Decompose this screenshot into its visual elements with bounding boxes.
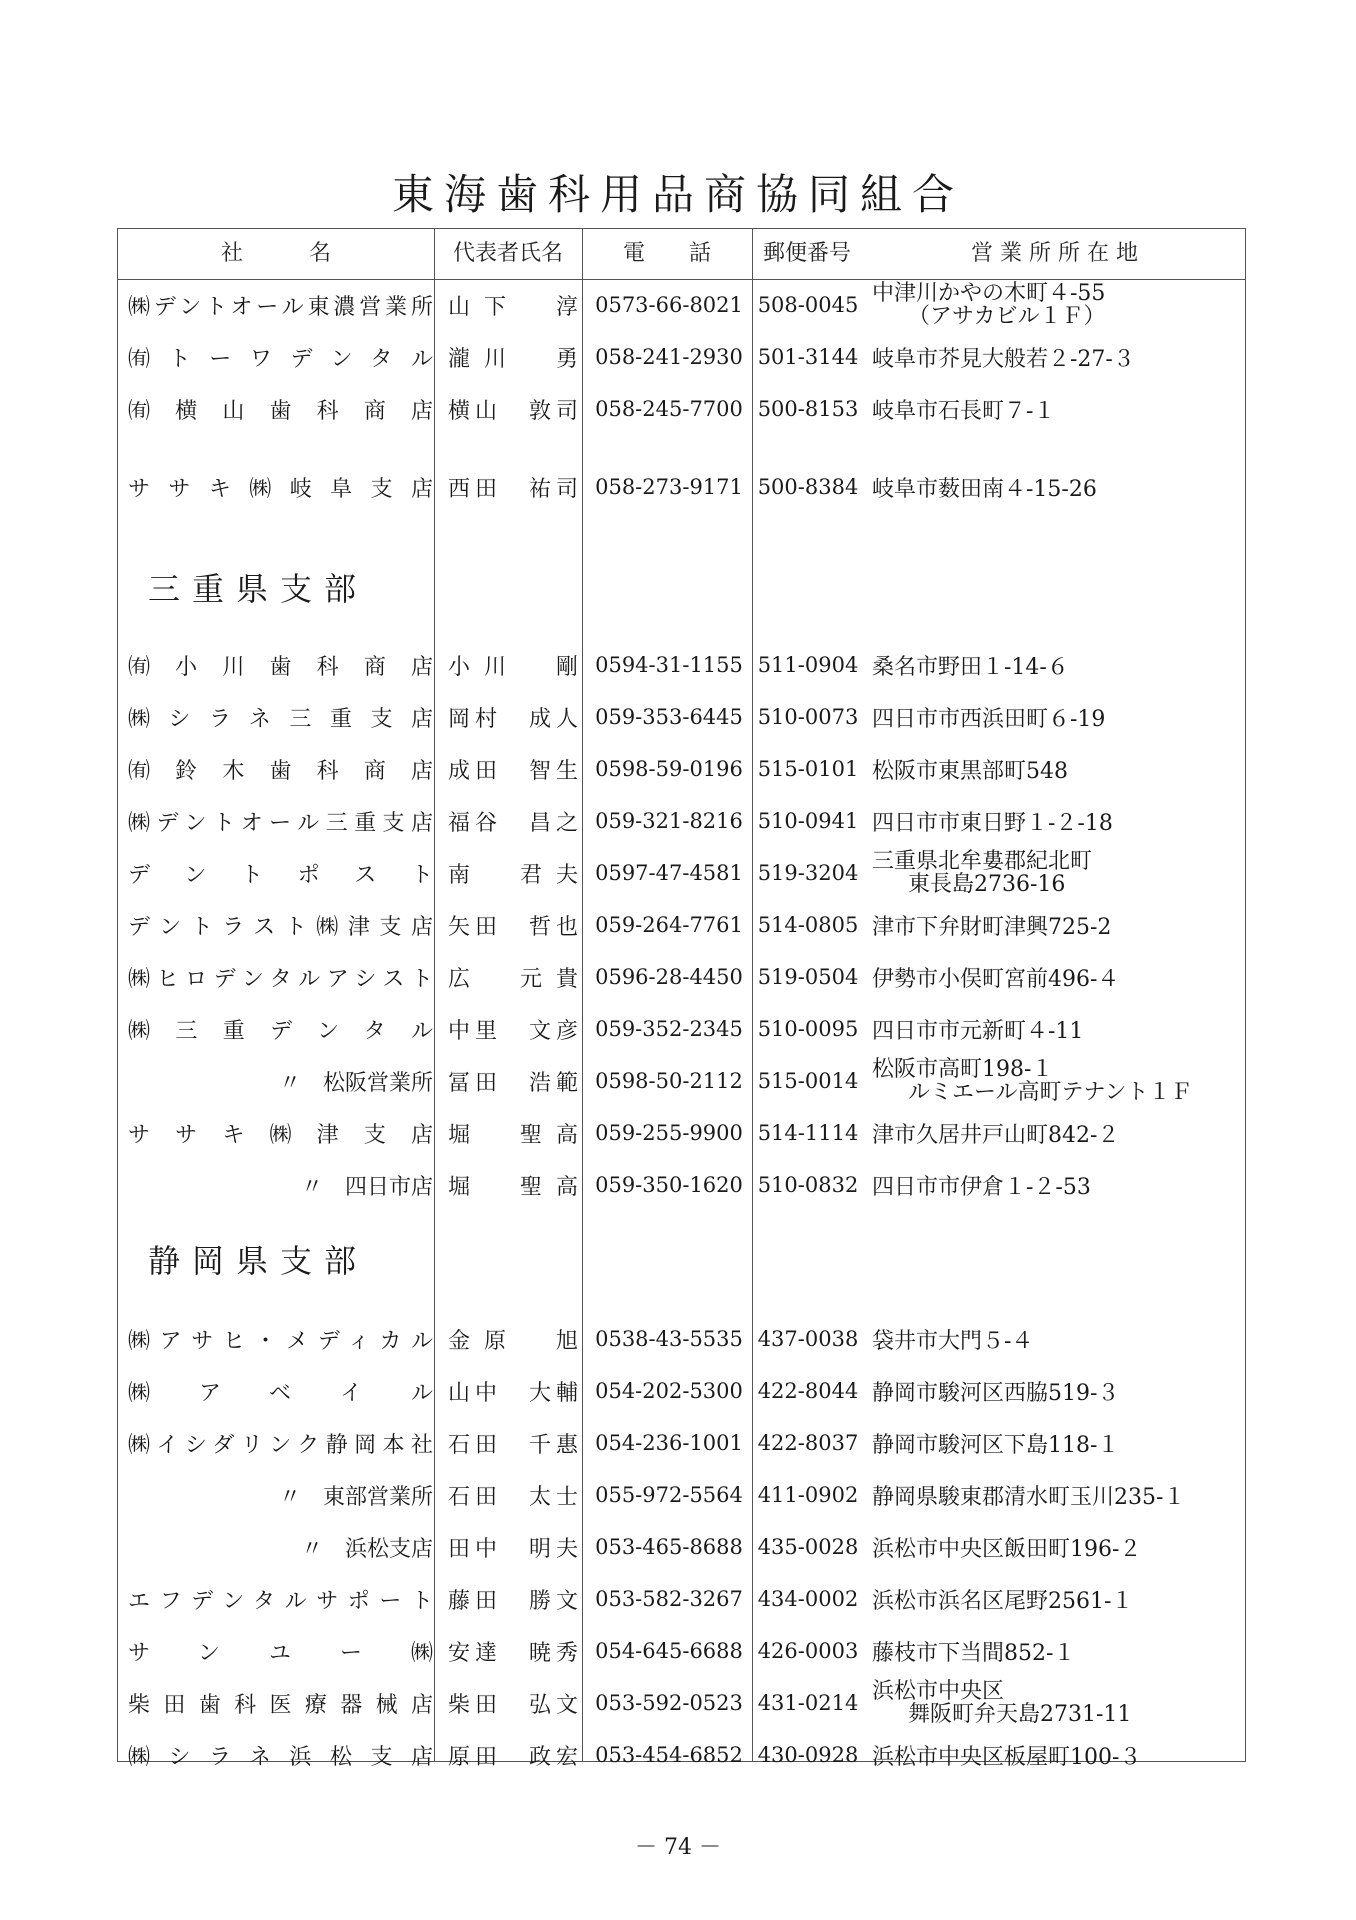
representative [448,1469,578,1521]
address-line-2: 舞阪町弁天島2731-11 [908,1702,1132,1727]
postal-code: 514-0805 [758,913,858,937]
address [872,1677,1242,1729]
company-name [128,1469,433,1521]
header-postal-code: 郵便番号 [762,241,851,266]
company-name-text: 〃 松阪営業所 [278,1070,433,1096]
address-line-1: 桑名市野田１-14-６ [872,654,1069,680]
address [872,691,1242,743]
representative-text: 原田 政宏 [448,1744,578,1770]
company-name [128,691,433,743]
representative-text: 瀧川 勇 [448,346,578,372]
company-name [128,1417,433,1469]
representative-text: 山下 淳 [448,294,578,320]
representative-text: 岡村 成人 [448,706,578,732]
address-line-1: 四日市市西浜田町６-19 [872,706,1106,732]
address [872,899,1242,951]
address-line-2: ルミエール高町テナント１Ｆ [908,1080,1193,1105]
address-line-1: 中津川かやの木町４-55 [872,281,1106,306]
company-name [128,743,433,795]
representative-text: 小川 剛 [448,654,578,680]
postal-code: 514-1114 [758,1121,858,1145]
address-line-1: 伊勢市小俣町宮前496-４ [872,966,1120,992]
postal-code: 437-0038 [758,1327,858,1351]
address-line-1: 静岡県駿東郡清水町玉川235-１ [872,1484,1186,1510]
postal-code: 519-3204 [758,861,858,885]
table-row [118,1159,1247,1211]
postal-code: 501-3144 [758,345,858,369]
postal-code: 426-0003 [758,1639,858,1663]
postal-code: 430-0928 [758,1743,858,1767]
address-line-1: 四日市市元新町４-11 [872,1018,1084,1044]
postal-code: 510-0095 [758,1017,858,1041]
section-heading-mie: 三重県支部 [148,570,369,608]
address-line-1: 静岡市駿河区西脇519-３ [872,1380,1120,1406]
phone-number: 053-582-3267 [595,1587,743,1611]
address-line-2: 東長島2736-16 [908,872,1066,897]
representative-text: 堀 聖高 [448,1174,578,1200]
phone-number: 055-972-5564 [595,1483,743,1507]
phone-number: 054-202-5300 [595,1379,743,1403]
address-line-1: 岐阜市芥見大般若２-27-３ [872,346,1135,372]
address-line-1: 浜松市中央区 [872,1679,1005,1704]
representative-text: 中里 文彦 [448,1018,578,1044]
representative-text: 柴田 弘文 [448,1692,578,1718]
table-row [118,899,1247,951]
address [872,1313,1242,1365]
address-line-1: 浜松市浜名区尾野2561-１ [872,1588,1134,1614]
company-name-text: デントラスト㈱津支店 [128,914,433,940]
phone-number: 059-255-9900 [595,1121,743,1145]
address [872,951,1242,1003]
phone-number: 058-241-2930 [595,345,743,369]
phone-number: 053-592-0523 [595,1691,743,1715]
company-name [128,1625,433,1677]
address-line-1: 松阪市高町198-１ [872,1057,1054,1082]
phone-number: 059-350-1620 [595,1173,743,1197]
representative-text: 横山 敦司 [448,398,578,424]
address-lines [872,1058,1192,1104]
address [872,383,1242,435]
company-name-text: 柴田歯科医療器械店 [128,1692,433,1718]
address [872,1417,1242,1469]
company-name [128,1107,433,1159]
representative [448,279,578,331]
phone-number: 059-352-2345 [595,1017,743,1041]
phone-number: 058-273-9171 [595,475,743,499]
representative-text: 福谷 昌之 [448,810,578,836]
address [872,1469,1242,1521]
company-name-text: ㈱シラネ三重支店 [128,706,433,732]
representative [448,1677,578,1729]
postal-code: 519-0504 [758,965,858,989]
representative-text: 堀 聖高 [448,1122,578,1148]
company-name-text: ㈲小川歯科商店 [128,654,433,680]
table-row [118,1625,1247,1677]
postal-code: 434-0002 [758,1587,858,1611]
company-name-text: ササキ㈱岐阜支店 [128,476,433,502]
representative [448,1521,578,1573]
company-name [128,1159,433,1211]
company-name-text: ㈲トーワデンタル [128,346,433,372]
company-name-text: ㈱デントオール東濃営業所 [128,294,433,320]
company-name-text: エフデンタルサポート [128,1588,433,1614]
table-row [118,1107,1247,1159]
representative [448,1107,578,1159]
company-name [128,639,433,691]
member-directory-table [117,228,1246,1770]
table-row [118,1729,1247,1781]
company-name-text: 〃 四日市店 [300,1174,433,1200]
table-row [118,1055,1247,1107]
company-name-text: デントポスト [128,862,433,888]
address-line-1: 津市久居井戸山町842-２ [872,1122,1120,1148]
page-title: 東海歯科用品商協同組合 [391,170,964,219]
company-name-text: ㈲横山歯科商店 [128,398,433,424]
representative [448,1729,578,1781]
postal-code: 515-0014 [758,1069,858,1093]
representative [448,1159,578,1211]
address-line-1: 松阪市東黒部町548 [872,758,1068,784]
company-name-text: 〃 浜松支店 [300,1536,433,1562]
company-name-text: ササキ㈱津支店 [128,1122,433,1148]
company-name [128,1003,433,1055]
representative [448,383,578,435]
representative-text: 矢田 哲也 [448,914,578,940]
address-line-1: 津市下弁財町津興725-2 [872,914,1112,940]
representative [448,795,578,847]
company-name [128,1677,433,1729]
company-name [128,461,433,513]
postal-code: 510-0073 [758,705,858,729]
postal-code: 500-8153 [758,397,858,421]
company-name-text: ㈱アベイル [128,1380,433,1406]
company-name [128,1573,433,1625]
company-name-text: ㈲鈴木歯科商店 [128,758,433,784]
table-row [118,1003,1247,1055]
address-line-1: 袋井市大門５-４ [872,1328,1034,1354]
header-phone: 電 話 [622,241,711,266]
postal-code: 422-8037 [758,1431,858,1455]
representative [448,1365,578,1417]
phone-number: 059-264-7761 [595,913,743,937]
representative [448,331,578,383]
address [872,1003,1242,1055]
representative-text: 成田 智生 [448,758,578,784]
address [872,1055,1242,1107]
company-name [128,331,433,383]
phone-number: 059-321-8216 [595,809,743,833]
representative [448,1573,578,1625]
company-name-text: ㈱デントオール三重支店 [128,810,433,836]
header-representative: 代表者氏名 [452,241,563,266]
table-row [118,279,1247,331]
address-line-1: 四日市市東日野１-２-18 [872,810,1113,836]
representative-text: 山中 大輔 [448,1380,578,1406]
table-row [118,1573,1247,1625]
company-name-text: 〃 東部営業所 [278,1484,433,1510]
representative-text: 南 君夫 [448,862,578,888]
representative-text: 西田 祐司 [448,476,578,502]
company-name-text: ㈱シラネ浜松支店 [128,1744,433,1770]
representative [448,1055,578,1107]
phone-number: 0538-43-5535 [595,1327,743,1351]
address [872,1159,1242,1211]
address [872,1107,1242,1159]
representative [448,1313,578,1365]
phone-number: 0594-31-1155 [595,653,743,677]
header-address: 営 業 所 所 在 地 [971,241,1138,266]
representative [448,951,578,1003]
address-lines [872,282,1106,328]
representative-text: 金原 旭 [448,1328,578,1354]
table-row [118,1313,1247,1365]
phone-number: 0598-59-0196 [595,757,743,781]
address-line-1: 三重県北牟婁郡紀北町 [872,849,1093,874]
representative-text: 安達 暁秀 [448,1640,578,1666]
representative [448,691,578,743]
table-row [118,331,1247,383]
company-name [128,795,433,847]
table-row [118,795,1247,847]
page-number: － 74 － [635,1835,721,1860]
postal-code: 431-0214 [758,1691,858,1715]
address-line-1: 藤枝市下当間852-１ [872,1640,1076,1666]
representative-text: 冨田 浩範 [448,1070,578,1096]
address [872,1625,1242,1677]
postal-code: 515-0101 [758,757,858,781]
table-row [118,1365,1247,1417]
phone-number: 0598-50-2112 [595,1069,743,1093]
address-lines [872,850,1092,896]
section-heading-shizuoka: 静岡県支部 [148,1242,369,1280]
company-name [128,1521,433,1573]
postal-code: 422-8044 [758,1379,858,1403]
company-name [128,1313,433,1365]
company-name [128,1365,433,1417]
company-name [128,951,433,1003]
representative [448,1625,578,1677]
address [872,1521,1242,1573]
address-line-1: 岐阜市薮田南４-15-26 [872,476,1097,502]
address-line-2: （アサカビル１Ｆ） [908,304,1106,329]
address [872,847,1242,899]
postal-code: 435-0028 [758,1535,858,1559]
address [872,279,1242,331]
table-row [118,847,1247,899]
representative [448,1003,578,1055]
address [872,1573,1242,1625]
phone-number: 0597-47-4581 [595,861,743,885]
company-name-text: ㈱アサヒ・メディカル [128,1328,433,1354]
table-row [118,461,1247,513]
postal-code: 508-0045 [758,293,858,317]
company-name-text: ㈱イシダリンク静岡本社 [128,1432,433,1458]
company-name [128,279,433,331]
address [872,743,1242,795]
phone-number: 0573-66-8021 [595,293,743,317]
address-line-1: 浜松市中央区板屋町100-３ [872,1744,1142,1770]
phone-number: 059-353-6445 [595,705,743,729]
phone-number: 053-465-8688 [595,1535,743,1559]
address-line-1: 浜松市中央区飯田町196-２ [872,1536,1142,1562]
representative [448,899,578,951]
representative-text: 石田 太士 [448,1484,578,1510]
company-name [128,899,433,951]
address [872,1729,1242,1781]
address-line-1: 静岡市駿河区下島118-１ [872,1432,1120,1458]
table-row [118,951,1247,1003]
phone-number: 053-454-6852 [595,1743,743,1767]
phone-number: 054-645-6688 [595,1639,743,1663]
phone-number: 0596-28-4450 [595,965,743,989]
company-name-text: サンユー㈱ [128,1640,433,1666]
address [872,639,1242,691]
postal-code: 511-0904 [758,653,858,677]
postal-code: 500-8384 [758,475,858,499]
table-row [118,639,1247,691]
address [872,331,1242,383]
table-row [118,383,1247,435]
table-row [118,1469,1247,1521]
postal-code: 411-0902 [758,1483,858,1507]
company-name [128,1729,433,1781]
postal-code: 510-0941 [758,809,858,833]
table-row [118,691,1247,743]
company-name [128,1055,433,1107]
address-line-1: 四日市市伊倉１-２-53 [872,1174,1091,1200]
representative [448,461,578,513]
postal-code: 510-0832 [758,1173,858,1197]
phone-number: 054-236-1001 [595,1431,743,1455]
company-name [128,847,433,899]
table-row [118,1677,1247,1729]
representative-text: 広 元貴 [448,966,578,992]
representative-text: 田中 明夫 [448,1536,578,1562]
representative-text: 藤田 勝文 [448,1588,578,1614]
representative [448,639,578,691]
representative [448,1417,578,1469]
company-name [128,383,433,435]
address [872,1365,1242,1417]
table-row [118,743,1247,795]
representative [448,847,578,899]
address [872,795,1242,847]
representative-text: 石田 千惠 [448,1432,578,1458]
company-name-text: ㈱ヒロデンタルアシスト [128,966,433,992]
header-company-name: 社 名 [220,241,331,266]
phone-number: 058-245-7700 [595,397,743,421]
address-lines [872,1680,1131,1726]
table-row [118,1521,1247,1573]
representative [448,743,578,795]
table-row [118,1417,1247,1469]
address [872,461,1242,513]
company-name-text: ㈱三重デンタル [128,1018,433,1044]
address-line-1: 岐阜市石長町７-１ [872,398,1056,424]
